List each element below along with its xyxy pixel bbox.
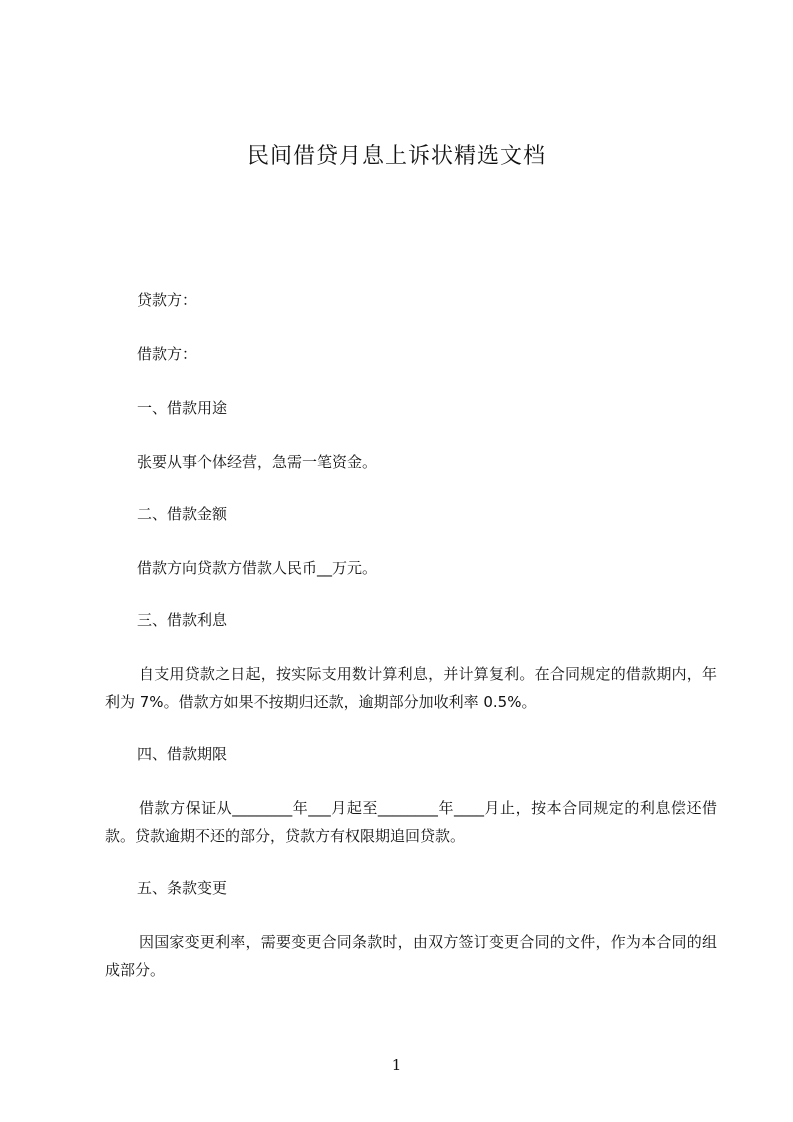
section-body-purpose: 张要从事个体经营，急需一笔资金。: [137, 453, 378, 471]
section-heading-term: 四、借款期限: [137, 745, 228, 763]
borrower-label: 借款方：: [137, 345, 198, 363]
section-body-changes: 因国家变更利率，需要变更合同条款时，由双方签订变更合同的文件，作为本合同的组成部分。: [105, 933, 717, 979]
page-number: 1: [391, 1056, 402, 1074]
section-heading-purpose: 一、借款用途: [137, 399, 228, 417]
section-body-interest: 自支用贷款之日起，按实际支用数计算利息，并计算复利。在合同规定的借款期内，年利为 7%。借款方如果不按期归还款，逾期部分加收利率 0.5%。: [105, 665, 717, 711]
section-heading-changes: 五、条款变更: [137, 879, 228, 897]
section-body-amount: 借款方向贷款方借款人民币__万元。: [137, 559, 378, 577]
document-title: 民间借贷月息上诉状精选文档: [246, 144, 546, 169]
section-heading-interest: 三、借款利息: [137, 611, 228, 629]
lender-label: 贷款方：: [137, 291, 198, 309]
section-body-term: 借款方保证从________年___月起至________年____月止，按本合同规定的利息偿还借款。贷款逾期不还的部分，贷款方有权限期追回贷款。: [105, 799, 717, 845]
section-heading-amount: 二、借款金额: [137, 505, 228, 523]
